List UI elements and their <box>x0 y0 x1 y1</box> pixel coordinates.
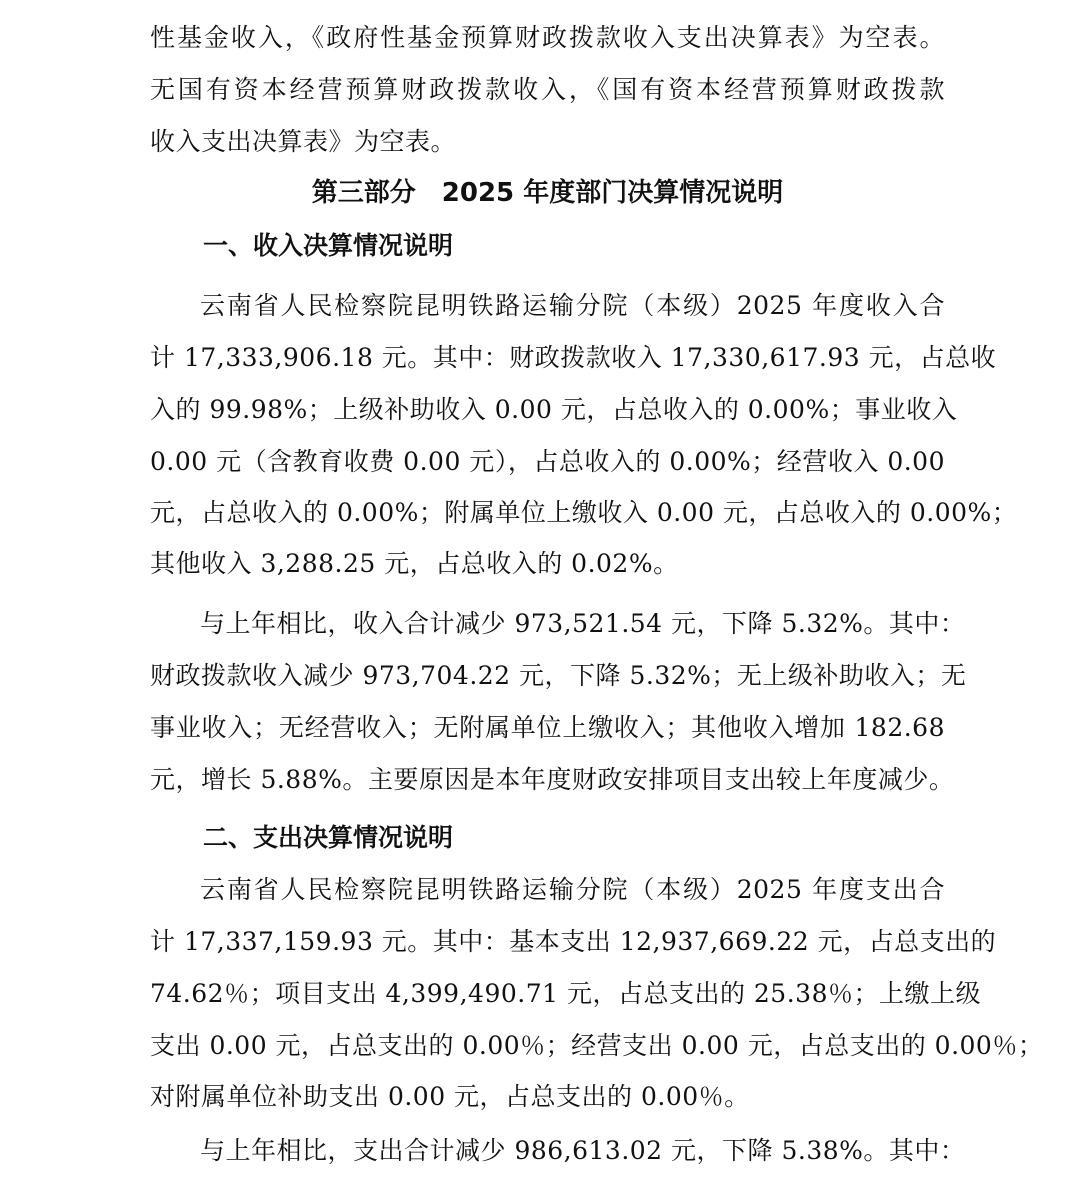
section-title-income: 一、收入决算情况说明 <box>203 231 454 260</box>
intro-line-2: 无国有资本经营预算财政拨款收入，《国有资本经营预算财政拨款 <box>150 75 945 104</box>
income-para2-line-4: 元，增长 5.88%。主要原因是本年度财政安排项目支出较上年度减少。 <box>150 765 955 794</box>
intro-line-1: 性基金收入，《政府性基金预算财政拨款收入支出决算表》为空表。 <box>150 23 945 52</box>
income-para2-line-1: 与上年相比，收入合计减少 973,521.54 元，下降 5.32%。其中： <box>200 609 966 638</box>
income-para1-line-2: 计 17,333,906.18 元。其中：财政拨款收入 17,330,617.93 元，占总收 <box>150 343 997 372</box>
part-title: 第三部分 2025 年度部门决算情况说明 <box>311 178 784 208</box>
section-title-expenditure: 二、支出决算情况说明 <box>203 823 454 852</box>
income-para2-line-3: 事业收入；无经营收入；无附属单位上缴收入；其他收入增加 182.68 <box>150 713 945 742</box>
income-para1-line-4: 0.00 元（含教育收费 0.00 元），占总收入的 0.00%；经营收入 0.00 <box>150 447 945 476</box>
expenditure-para2-line-1: 与上年相比，支出合计减少 986,613.02 元，下降 5.38%。其中： <box>200 1136 966 1165</box>
expenditure-para1-line-5: 对附属单位补助支出 0.00 元，占总支出的 0.00％。 <box>150 1082 750 1111</box>
income-para2-line-2: 财政拨款收入减少 973,704.22 元，下降 5.32%；无上级补助收入；无 <box>150 661 967 690</box>
intro-line-3: 收入支出决算表》为空表。 <box>150 127 457 156</box>
income-para1-line-5: 元，占总收入的 0.00%；附属单位上缴收入 0.00 元，占总收入的 0.00%； <box>150 498 1018 527</box>
income-para1-line-3: 入的 99.98%；上级补助收入 0.00 元，占总收入的 0.00%；事业收入 <box>150 395 958 424</box>
expenditure-para1-line-4: 支出 0.00 元，占总支出的 0.00％；经营支出 0.00 元，占总支出的 0.00％； <box>150 1031 1044 1060</box>
expenditure-para1-line-3: 74.62％；项目支出 4,399,490.71 元，占总支出的 25.38％；上缴上级 <box>150 979 981 1008</box>
income-para1-line-6: 其他收入 3,288.25 元，占总收入的 0.02%。 <box>150 549 679 578</box>
income-para1-line-1: 云南省人民检察院昆明铁路运输分院（本级）2025 年度收入合 <box>200 291 945 320</box>
expenditure-para1-line-2: 计 17,337,159.93 元。其中：基本支出 12,937,669.22 元，占总支出的 <box>150 927 997 956</box>
expenditure-para1-line-1: 云南省人民检察院昆明铁路运输分院（本级）2025 年度支出合 <box>200 875 945 904</box>
